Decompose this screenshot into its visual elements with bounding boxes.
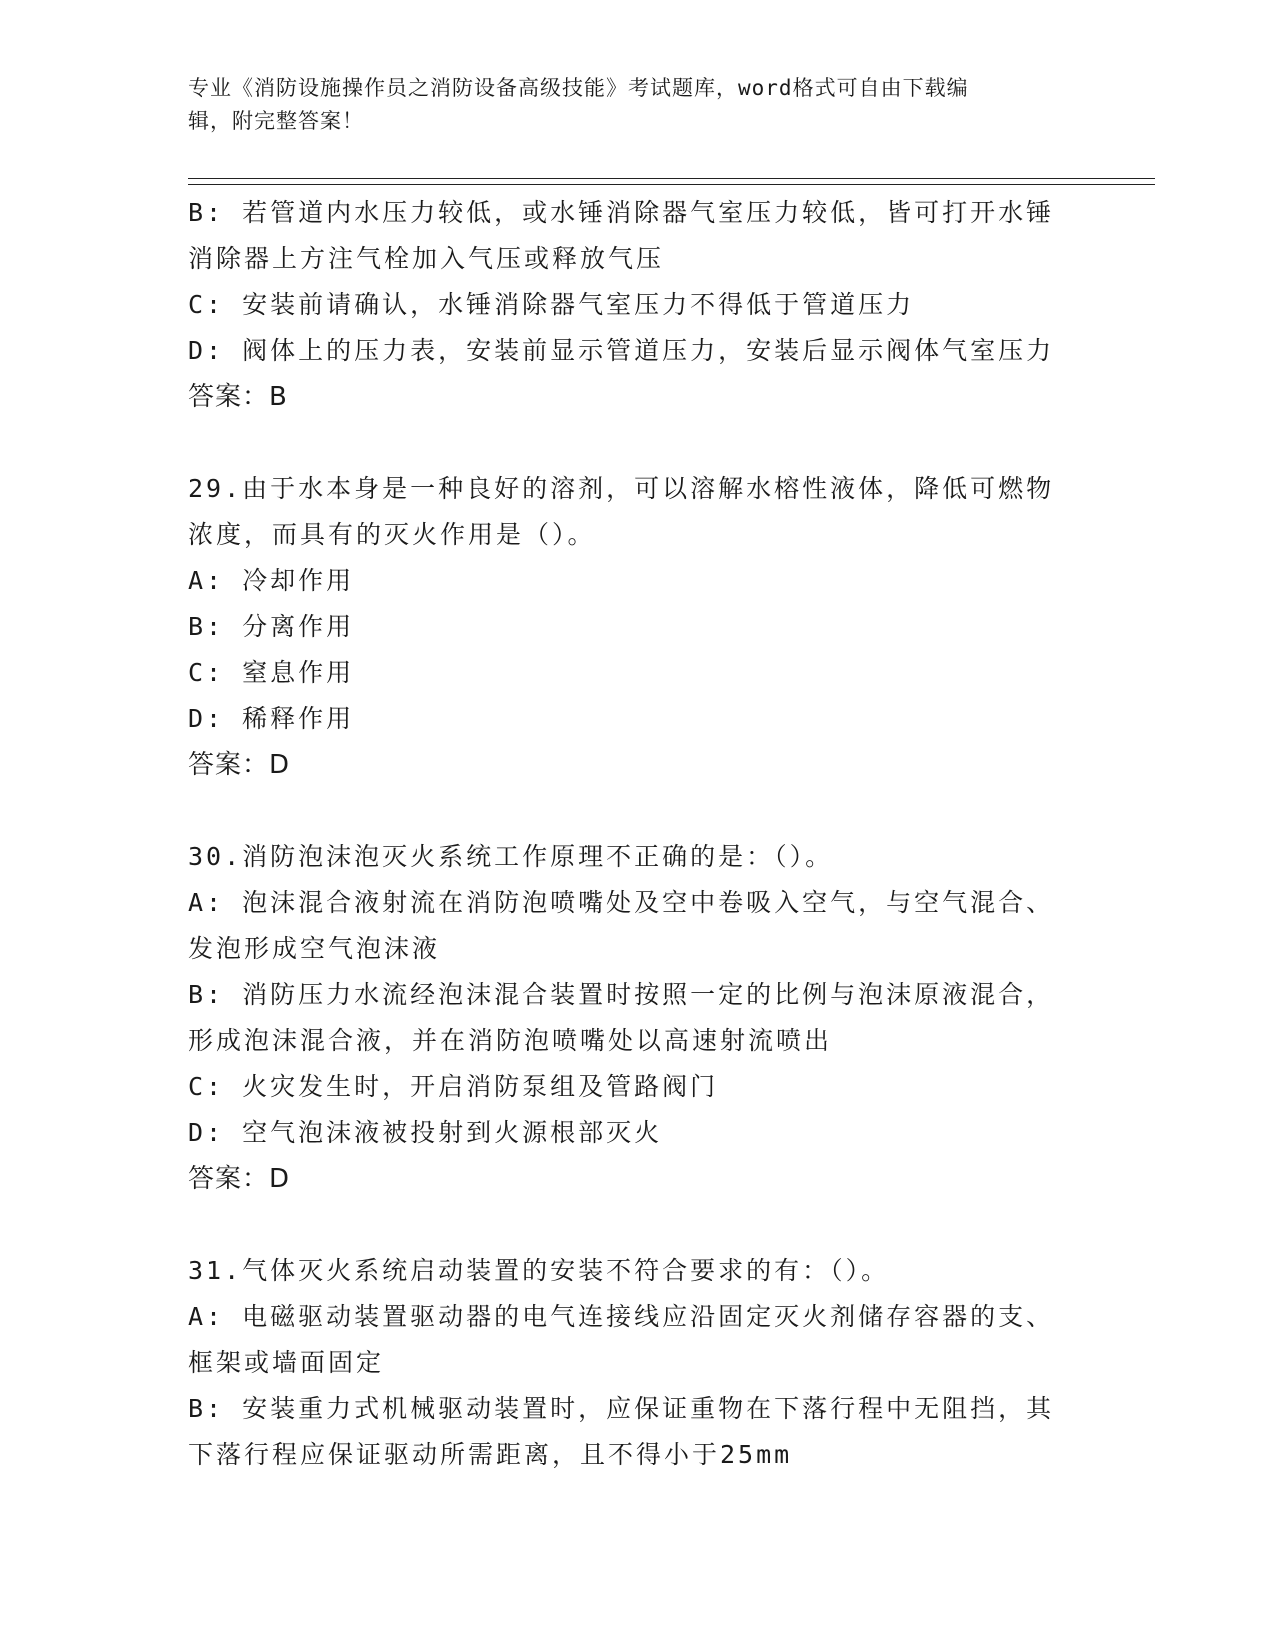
option-a: A: 冷却作用 xyxy=(188,566,355,595)
question-30 xyxy=(188,834,1088,1202)
header-divider-top xyxy=(188,178,1155,179)
question-stem: 29.由于水本身是一种良好的溶剂，可以溶解水榕性液体，降低可燃物 xyxy=(188,474,1055,503)
question-stem: 30.消防泡沫泡灭火系统工作原理不正确的是：（）。 xyxy=(188,842,834,871)
option-c: C: 安装前请确认，水锤消除器气室压力不得低于管道压力 xyxy=(188,290,915,319)
header-line-2: 辑，附完整答案！ xyxy=(188,109,364,133)
answer-label: 答案：D xyxy=(188,750,291,780)
answer-label: 答案：B xyxy=(188,382,288,412)
question-content xyxy=(188,190,1088,1478)
option-b-line: B: 若管道内水压力较低，或水锤消除器气室压力较低，皆可打开水锤 xyxy=(188,198,1055,227)
option-b-line: 下落行程应保证驱动所需距离，且不得小于25mm xyxy=(188,1440,793,1469)
option-d: D: 阀体上的压力表，安装前显示管道压力，安装后显示阀体气室压力 xyxy=(188,336,1055,365)
option-d: D: 稀释作用 xyxy=(188,704,355,733)
spacer xyxy=(188,1202,1088,1248)
question-stem: 31.气体灭火系统启动装置的安装不符合要求的有：（）。 xyxy=(188,1256,890,1285)
document-header xyxy=(188,72,1068,138)
header-line-1: 专业《消防设施操作员之消防设备高级技能》考试题库，word格式可自由下载编 xyxy=(188,76,969,100)
header-divider-bottom xyxy=(188,184,1155,185)
option-b-line: 消除器上方注气栓加入气压或释放气压 xyxy=(188,244,665,273)
spacer xyxy=(188,788,1088,834)
question-31 xyxy=(188,1248,1088,1478)
option-a-line: A: 泡沫混合液射流在消防泡喷嘴处及空中卷吸入空气，与空气混合、 xyxy=(188,888,1055,917)
question-stem: 浓度，而具有的灭火作用是（）。 xyxy=(188,520,596,549)
answer-label: 答案：D xyxy=(188,1164,291,1194)
question-29 xyxy=(188,466,1088,788)
option-a-line: 框架或墙面固定 xyxy=(188,1348,385,1377)
option-b-line: 形成泡沫混合液，并在消防泡喷嘴处以高速射流喷出 xyxy=(188,1026,833,1055)
option-a-line: A: 电磁驱动装置驱动器的电气连接线应沿固定灭火剂储存容器的支、 xyxy=(188,1302,1055,1331)
spacer xyxy=(188,420,1088,466)
option-a-line: 发泡形成空气泡沫液 xyxy=(188,934,441,963)
question-28-continued xyxy=(188,190,1088,420)
option-b: B: 分离作用 xyxy=(188,612,355,641)
option-c: C: 窒息作用 xyxy=(188,658,355,687)
option-b-line: B: 消防压力水流经泡沫混合装置时按照一定的比例与泡沫原液混合， xyxy=(188,980,1055,1009)
option-b-line: B: 安装重力式机械驱动装置时，应保证重物在下落行程中无阻挡，其 xyxy=(188,1394,1055,1423)
option-c: C: 火灾发生时，开启消防泵组及管路阀门 xyxy=(188,1072,719,1101)
option-d: D: 空气泡沫液被投射到火源根部灭火 xyxy=(188,1118,663,1147)
